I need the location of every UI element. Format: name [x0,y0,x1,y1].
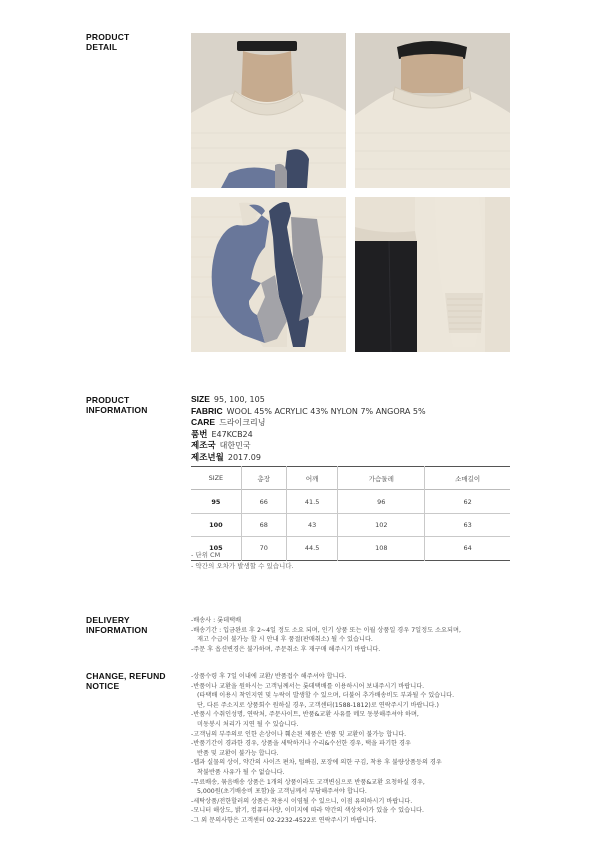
table-cell: 70 [241,537,286,560]
refund-text [191,672,454,826]
refund-line: (타택배 이용시 착인지연 및 누락이 발생할 수 있으며, 더불어 추가배송비도 부과될 수 있습니다. [197,692,455,700]
info-row-care: CARE 드라이크리닝 [191,417,266,427]
refund-line: -반품이나 교환을 원하시는 고객님께서는 롯데택배를 이용하시어 보내주시기 바랍니다. [191,682,425,690]
size-table [191,466,510,561]
info-row-size: SIZE 95, 100, 105 [191,394,265,404]
product-info-list [191,394,426,463]
refund-line: -상품수령 후 7일 이내에 교환/ 반품접수 해주셔야 합니다. [191,673,347,680]
info-row-date: 제조년월 2017.09 [191,451,261,462]
table-row [191,513,510,536]
refund-line: -세탁상품/전한할러의 상품은 착용시 이염될 수 있으니, 이점 유의하시기 바랍니다. [191,797,413,805]
refund-line: -무료배송, 묶음배송 상품은 1개의 상품이라도 고객변심으로 반품&교환 요청하실 경우, [191,778,425,786]
front-neck-photo [191,33,346,188]
refund-line: -반품기간이 경과한 경우, 상품을 세탁하거나 수리&수선한 경우, 택을 파기한 경우 [191,740,411,748]
table-cell: 64 [425,537,510,560]
size-table-header-cell: SIZE [208,474,224,483]
refund-line: -모니터 해상도, 밝기, 컴퓨터사양, 이미지에 따라 약간의 색상차이가 있을 수 있습니다. [191,807,424,815]
delivery-information-title: DELIVERY INFORMATION [86,615,148,635]
size-table-header-cell: 총장 [241,467,286,490]
refund-line: -그 외 문의사항은 고객센터 02-2232-4522로 연락주시기 바랍니다. [191,816,377,824]
table-cell: 68 [241,513,286,536]
delivery-line: -배송사 : 롯데택배 [191,617,242,624]
size-note-tolerance: - 약간의 오차가 발생할 수 있습니다. [191,562,294,570]
size-table-header-cell: 가슴둘레 [338,467,425,490]
delivery-line: -배송기간 : 입금완료 후 2~4일 정도 소요 되며, 인기 상품 또는 이월 상품일 경우 7일정도 소요되며, [191,626,461,634]
size-notes [191,550,294,572]
delivery-text [191,616,461,654]
product-detail-title: PRODUCT DETAIL [86,32,130,52]
refund-line: 착불반품 사유가 될 수 없습니다. [197,768,285,776]
info-row-fabric: FABRIC WOOL 45% ACRYLIC 43% NYLON 7% ANGORA 5% [191,405,426,416]
table-row [191,490,510,513]
table-cell: 100 [209,520,223,529]
delivery-line: -주문 후 옵션변경은 불가하며, 주문취소 후 재구매 해주시기 바랍니다. [191,645,381,653]
size-table-header-cell: 소매길이 [425,467,510,490]
cuff-photo [355,197,510,352]
refund-line: 단, 다른 주소지로 상품회수 원하실 경우, 고객센터(1588-1812)로 연락주시기 바랍니다.) [197,701,439,709]
sweater-front-detail-icon [191,33,346,188]
info-row-origin: 제조국 대한민국 [191,440,251,450]
sleeve-cuff-detail-icon [355,197,510,352]
refund-notice-title: CHANGE, REFUND NOTICE [86,671,166,691]
delivery-line: 재고 수급이 불가능 할 시 안내 후 품절(판매취소) 될 수 있습니다. [197,636,373,644]
table-cell: 108 [338,537,425,560]
size-note-unit: - 단위 CM [191,551,221,559]
intarsia-pattern-photo [191,197,346,352]
back-neck-photo [355,33,510,188]
refund-line: 반품 및 교환이 불가능 합니다. [197,749,279,757]
size-table-header [191,467,510,490]
table-cell: 105 [209,544,223,553]
knit-pattern-detail-icon [191,197,346,352]
table-cell: 62 [425,490,510,513]
table-cell: 63 [425,513,510,536]
refund-line: -고객님의 부주의로 인한 손상이나 훼손된 제품은 반품 및 교환이 불가능 합니다. [191,730,407,738]
table-cell: 44.5 [286,537,338,560]
info-row-code: 품번 E47KCB24 [191,428,253,439]
table-cell: 102 [338,513,425,536]
table-cell: 95 [211,497,221,506]
size-table-header-cell: 어깨 [286,467,338,490]
table-cell: 41.5 [286,490,338,513]
refund-line: -웹과 실물의 상이, 약간의 사이즈 편차, 털빠짐, 포장에 의한 구김, 착용 후 불량상품등의 경우 [191,759,442,767]
refund-line: 5,000원(초기배송비 포함)을 고객님께서 부담해주셔야 합니다. [197,788,367,796]
product-information-title: PRODUCT INFORMATION [86,395,148,415]
sweater-back-detail-icon [355,33,510,188]
refund-line: 미동봉시 처리가 지연 될 수 있습니다. [197,720,299,728]
table-cell: 43 [286,513,338,536]
refund-line: -반품시 수취인성명, 연락처, 주문사이트, 반품&교환 사유를 메모 동봉해주셔야 하며, [191,711,419,719]
table-cell: 96 [338,490,425,513]
table-cell: 66 [241,490,286,513]
